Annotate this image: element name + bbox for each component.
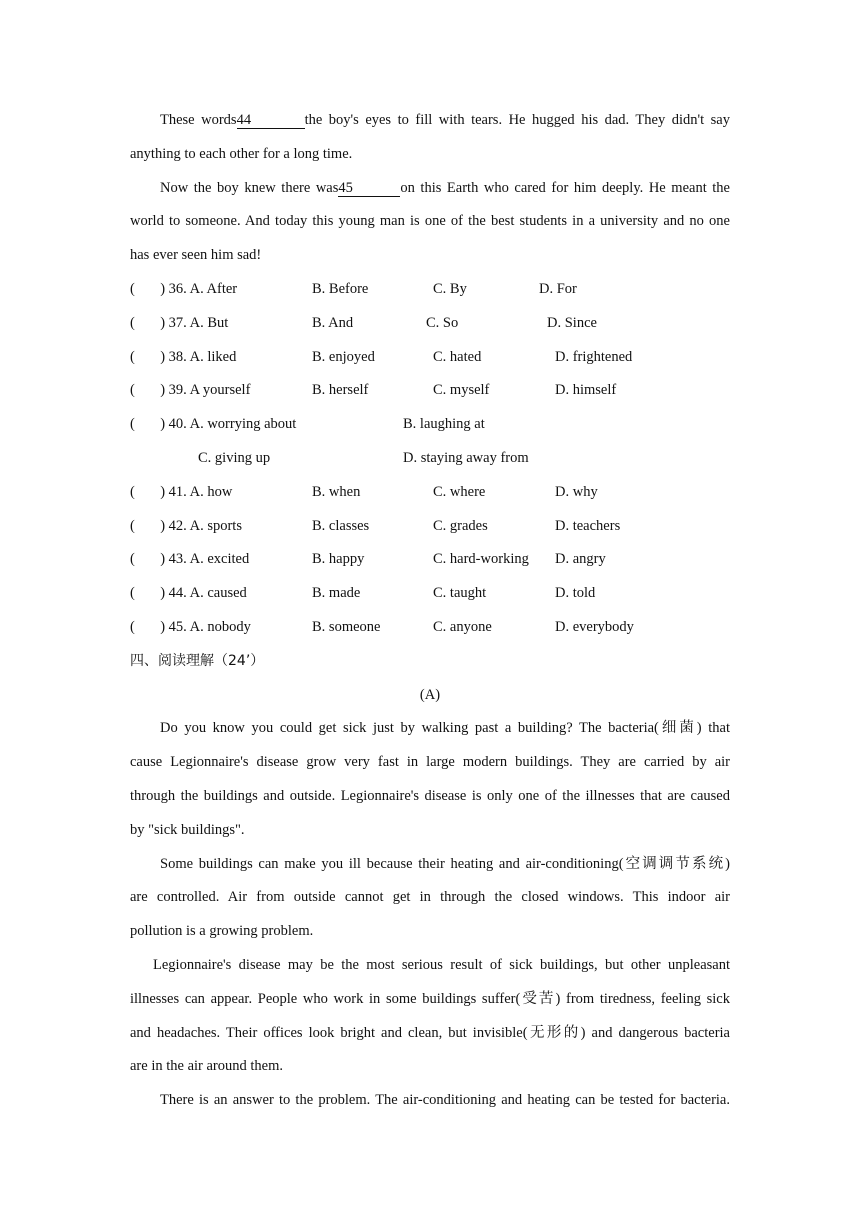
question-40-continued [130,442,730,476]
option-b: B. laughing at [403,416,485,433]
reading-p3-line-3: and headaches. Their offices look bright and clean, but invisible(无形的) and dangerous bacteria [130,1024,730,1041]
reading-p3-line-2: illnesses can appear. People who work in some buildings suffer(受苦) from tiredness, feeling sick [130,990,730,1007]
paragraph-45-line-1 [130,172,730,206]
answer-blank-44: 44 [237,112,305,129]
section-title: 四、阅读理解（24’） [130,652,265,669]
question-number: ( ) 40. A. worrying about [130,416,297,433]
question-41 [130,476,730,510]
option-b: B. made [312,585,361,602]
option-b: B. Before [312,280,369,297]
option-d: D. why [555,483,598,500]
question-39 [130,374,730,408]
option-b: B. when [312,483,361,500]
question-number: ( ) 39. A yourself [130,382,251,399]
option-c: C. hated [433,348,482,365]
paragraph-44-line-2: anything to each other for a long time. [130,145,353,162]
question-40 [130,408,730,442]
question-38 [130,341,730,375]
text-fragment: Now the boy knew there was [160,179,339,196]
reading-p1-line-2: cause Legionnaire's disease grow very fast in large modern buildings. They are carried by air [130,754,730,771]
option-b: B. classes [312,517,370,534]
question-number: ( ) 44. A. caused [130,585,247,602]
option-d: D. teachers [555,517,621,534]
reading-p2-line-3: pollution is a growing problem. [130,923,314,940]
question-number: ( ) 45. A. nobody [130,618,251,635]
option-b: B. And [312,314,354,331]
option-d: D. frightened [555,348,633,365]
reading-p1-line-3: through the buildings and outside. Legionnaire's disease is only one of the illnesses that are caused [130,787,730,804]
text-fragment: on this Earth who cared for him deeply. He meant the [400,179,730,196]
reading-p2-line-1: Some buildings can make you ill because their heating and air-conditioning(空调调节系统) [160,855,730,872]
question-number: ( ) 41. A. how [130,483,233,500]
option-c: C. myself [433,382,490,399]
option-b: B. happy [312,551,365,568]
question-37 [130,307,730,341]
option-c: C. where [433,483,486,500]
option-d: D. For [539,280,577,297]
question-42 [130,510,730,544]
reading-p3-line-1: Legionnaire's disease may be the most serious result of sick buildings, but other unpleasant [153,956,730,973]
option-c: C. By [433,280,467,297]
option-c: C. grades [433,517,488,534]
reading-p2-line-2: are controlled. Air from outside cannot get in through the closed windows. This indoor air [130,889,730,906]
text-fragment: These words [160,112,237,128]
option-d: D. told [555,585,596,602]
paragraph-44-line-1 [130,104,730,138]
option-b: B. someone [312,618,381,635]
option-d: D. Since [547,314,597,331]
option-d: D. himself [555,382,617,399]
option-c: C. anyone [433,618,492,635]
question-45 [130,611,730,645]
option-d: D. staying away from [403,449,529,466]
option-c: C. taught [433,585,487,602]
question-number: ( ) 43. A. excited [130,551,250,568]
paragraph-45-line-3: has ever seen him sad! [130,247,262,264]
question-36 [130,273,730,307]
passage-label: (A) [419,686,441,703]
answer-blank-45: 45 [338,180,400,197]
option-b: B. herself [312,382,369,399]
reading-p1-line-1: Do you know you could get sick just by walking past a building? The bacteria(细菌) that [160,720,730,737]
option-c: C. giving up [198,449,271,466]
question-number: ( ) 36. A. After [130,280,238,297]
option-d: D. angry [555,551,606,568]
paragraph-45-line-2: world to someone. And today this young man is one of the best students in a university and no one [130,213,730,230]
text-fragment: the boy's eyes to fill with tears. He hugged his dad. They didn't say [304,112,730,128]
reading-p1-line-4: by "sick buildings". [130,821,245,838]
question-43 [130,543,730,577]
option-c: C. hard-working [433,551,529,568]
reading-p3-line-4: are in the air around them. [130,1058,283,1075]
question-number: ( ) 42. A. sports [130,517,242,534]
option-d: D. everybody [555,618,634,635]
question-number: ( ) 38. A. liked [130,348,237,365]
option-b: B. enjoyed [312,348,375,365]
document-page [130,104,730,1118]
question-44 [130,577,730,611]
reading-p4-line-1: There is an answer to the problem. The air-conditioning and heating can be tested for bacteria. [160,1092,730,1109]
option-c: C. So [426,314,459,331]
question-number: ( ) 37. A. But [130,314,229,331]
